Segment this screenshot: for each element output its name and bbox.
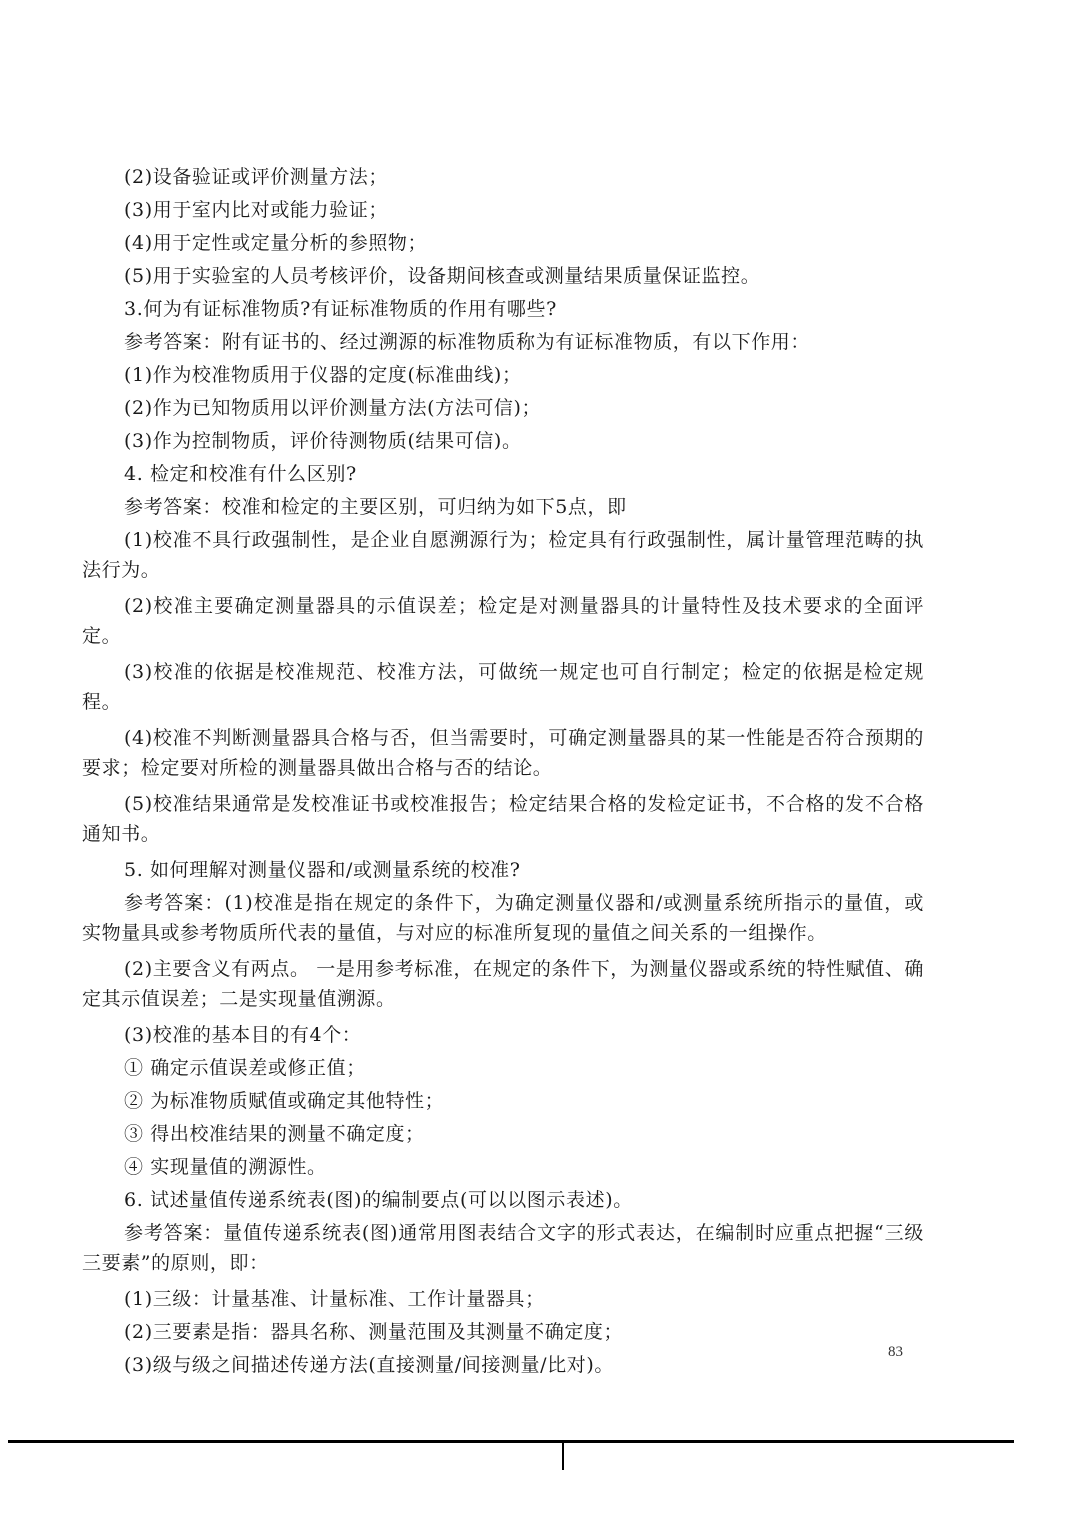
paragraph: 参考答案：附有证书的、经过溯源的标准物质称为有证标准物质，有以下作用：	[124, 331, 811, 353]
paragraph: (1)三级：计量基准、计量标准、工作计量器具；	[124, 1288, 545, 1310]
paragraph: (2)设备验证或评价测量方法；	[124, 166, 388, 188]
footer-tick	[562, 1441, 564, 1470]
list-item: ④ 实现量值的溯源性。	[124, 1156, 327, 1178]
footer-rule	[8, 1440, 1014, 1443]
page-body	[82, 162, 924, 1383]
paragraph: (3)作为控制物质，评价待测物质(结果可信)。	[124, 430, 522, 452]
question-heading: 6. 试述量值传递系统表(图)的编制要点(可以以图示表述)。	[124, 1189, 633, 1211]
paragraph: (3)校准的基本目的有4个：	[124, 1024, 362, 1046]
paragraph: (2)校准主要确定测量器具的示值误差；检定是对测量器具的计量特性及技术要求的全面评定。	[82, 595, 924, 647]
paragraph: (2)作为已知物质用以评价测量方法(方法可信)；	[124, 397, 542, 419]
paragraph: (3)校准的依据是校准规范、校准方法，可做统一规定也可自行制定；检定的依据是检定规程。	[82, 661, 924, 713]
question-heading: 5. 如何理解对测量仪器和/或测量系统的校准?	[124, 859, 521, 881]
question-heading: 4. 检定和校准有什么区别?	[124, 463, 357, 485]
paragraph: (1)作为校准物质用于仪器的定度(标准曲线)；	[124, 364, 522, 386]
list-item: ② 为标准物质赋值或确定其他特性；	[124, 1090, 445, 1112]
page-number: 83	[888, 1344, 903, 1360]
list-item: ③ 得出校准结果的测量不确定度；	[124, 1123, 425, 1145]
paragraph: 参考答案：量值传递系统表(图)通常用图表结合文字的形式表达，在编制时应重点把握“三级三要素”的原则，即：	[82, 1222, 924, 1274]
paragraph: 参考答案：校准和检定的主要区别，可归纳为如下5点，即	[124, 496, 627, 518]
paragraph: (4)校准不判断测量器具合格与否，但当需要时，可确定测量器具的某一性能是否符合预期的要求；检定要对所检的测量器具做出合格与否的结论。	[82, 727, 924, 779]
paragraph: (5)校准结果通常是发校准证书或校准报告；检定结果合格的发检定证书，不合格的发不合格通知书。	[82, 793, 924, 845]
paragraph: (3)用于室内比对或能力验证；	[124, 199, 388, 221]
list-item: ① 确定示值误差或修正值；	[124, 1057, 366, 1079]
paragraph: (1)校准不具行政强制性，是企业自愿溯源行为；检定具有行政强制性，属计量管理范畴的执法行为。	[82, 529, 924, 581]
paragraph: (4)用于定性或定量分析的参照物；	[124, 232, 428, 254]
paragraph: 参考答案：(1)校准是指在规定的条件下，为确定测量仪器和/或测量系统所指示的量值，或实物量具或参考物质所代表的量值，与对应的标准所复现的量值之间关系的一组操作。	[82, 892, 924, 944]
question-heading: 3.何为有证标准物质?有证标准物质的作用有哪些?	[124, 298, 557, 320]
paragraph: (2)主要含义有两点。 一是用参考标准，在规定的条件下，为测量仪器或系统的特性赋值、确定其示值误差；二是实现量值溯源。	[82, 958, 924, 1010]
paragraph: (3)级与级之间描述传递方法(直接测量/间接测量/比对)。	[124, 1354, 614, 1376]
paragraph: (2)三要素是指：器具名称、测量范围及其测量不确定度；	[124, 1321, 624, 1343]
paragraph: (5)用于实验室的人员考核评价，设备期间核查或测量结果质量保证监控。	[124, 265, 761, 287]
